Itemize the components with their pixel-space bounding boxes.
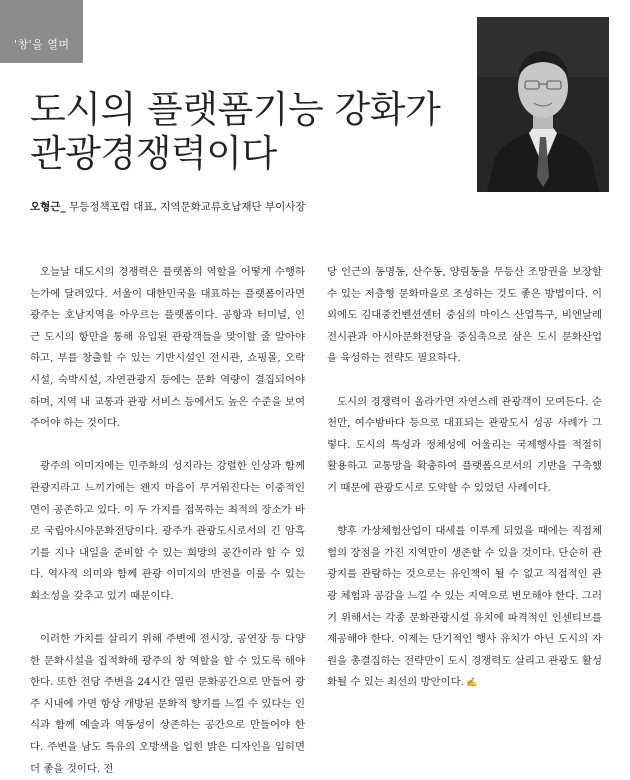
paragraph: 오늘날 대도시의 경쟁력은 플랫폼의 역할을 어떻게 수행하는가에 달려있다. 서울이 대한민국을 대표하는 플랫폼이라면 광주는 호남지역을 아우르는 플랫폼이다. 공항과 터미널, 인근 도시의 항만을 통해 유입된 관광객들을 맞이할 줄 알아야 하고, 부를 창출할 수 있는 기반시설인 전시관, 쇼핑몰, 오락시설, 숙박시설, 자연관광지 등에는 문화 역량이 결집되어야 하며, 지역 내 교통과 관광 서비스 등에서도 높은 수준을 보여주어야 하는 것이다. [30, 266, 305, 430]
author-name: 오형근_ [30, 201, 66, 213]
paragraph: 이러한 가치를 살리기 위해 주변에 전시장, 공연장 등 다양한 문화시설을 집적화해 광주의 창 역할을 할 수 있도록 해야 한다. 또한 전당 주변을 24시간 열린 문화공간으로 만들어 광주 시내에 가면 항상 개방된 문화적 향기를 느낄 수 있다는 인식과 함께 예술과 역동성이 상존하는 공간으로 만들어야 한다. 주변을 남도 특유의 오방색을 입힌 밝은 디자인을 입히면 더 좋을 것이다. 전 [30, 633, 305, 775]
title-line-2: 관광경쟁력이다 [30, 132, 277, 175]
author-affiliation: 무등정책포럼 대표, 지역문화교류호남재단 부이사장 [69, 201, 306, 213]
section-tag [0, 0, 83, 63]
paragraph: 도시의 경쟁력이 올라가면 자연스레 관광객이 모여든다. 순천만, 여수밤바다 등으로 대표되는 관광도시 성공 사례가 그렇다. 도시의 특성과 정체성에 어울리는 국제행사를 적절히 활용하고 교통망을 확충하여 플랫폼으로서의 기반을 구축했기 때문에 관광도시로 도약할 수 있었던 사례이다. [327, 395, 602, 494]
end-mark-icon: ✍ [465, 678, 478, 689]
paragraph-text: 향후 가상체험산업이 대세를 이루게 되었을 때에는 직접체험의 장점을 가진 지역만이 생존할 수 있을 것이다. 단순히 관광지를 관람하는 것으로는 유인책이 될 수 없고 직접적인 관광 체험과 공감을 느낄 수 있는 지역으로 변모해야 한다. 그러기 위해서는 각종 문화관광시설 유치에 파격적인 인센티브를 제공해야 한다. 이제는 단기적인 행사 유치가 아닌 도시의 자원을 총결집하는 전략만이 도시 경쟁력도 살리고 관광도 활성화될 수 있는 최선의 방안이다. [327, 525, 602, 689]
author-portrait [477, 17, 609, 192]
body-column-right [327, 262, 602, 695]
body-column-left [30, 262, 305, 780]
author-portrait-image [477, 17, 609, 192]
section-tag-label: '창'을 열며 [14, 38, 70, 51]
paragraph: 당 인근의 동명동, 산수동, 양림동을 무등산 조망권을 보장할 수 있는 저층형 문화마을로 조성하는 것도 좋은 방법이다. 이외에도 김대중컨벤션센터 중심의 마이스 산업특구, 비엔날레 전시관과 아시아문화전당을 중심축으로 삼은 도시 문화산업을 육성하는 전략도 필요하다. [327, 266, 602, 365]
article-title [30, 88, 460, 176]
title-line-1: 도시의 플랫폼기능 강화가 [30, 88, 441, 131]
paragraph: 광주의 이미지에는 민주화의 성지라는 강렬한 인상과 함께 관광지라고 느끼기에는 왠지 마음이 무거워진다는 이중적인 면이 공존하고 있다. 이 두 가지를 접목하는 최적의 장소가 바로 국립아시아문화전당이다. 광주가 관광도시로서의 긴 암흑기를 지나 내일을 준비할 수 있는 희망의 공간이라 할 수 있다. 역사적 의미와 함께 관광 이미지의 반전을 이룰 수 있는 회소성을 갖추고 있기 때문이다. [30, 460, 305, 602]
author-byline [30, 199, 306, 214]
paragraph [327, 521, 602, 695]
